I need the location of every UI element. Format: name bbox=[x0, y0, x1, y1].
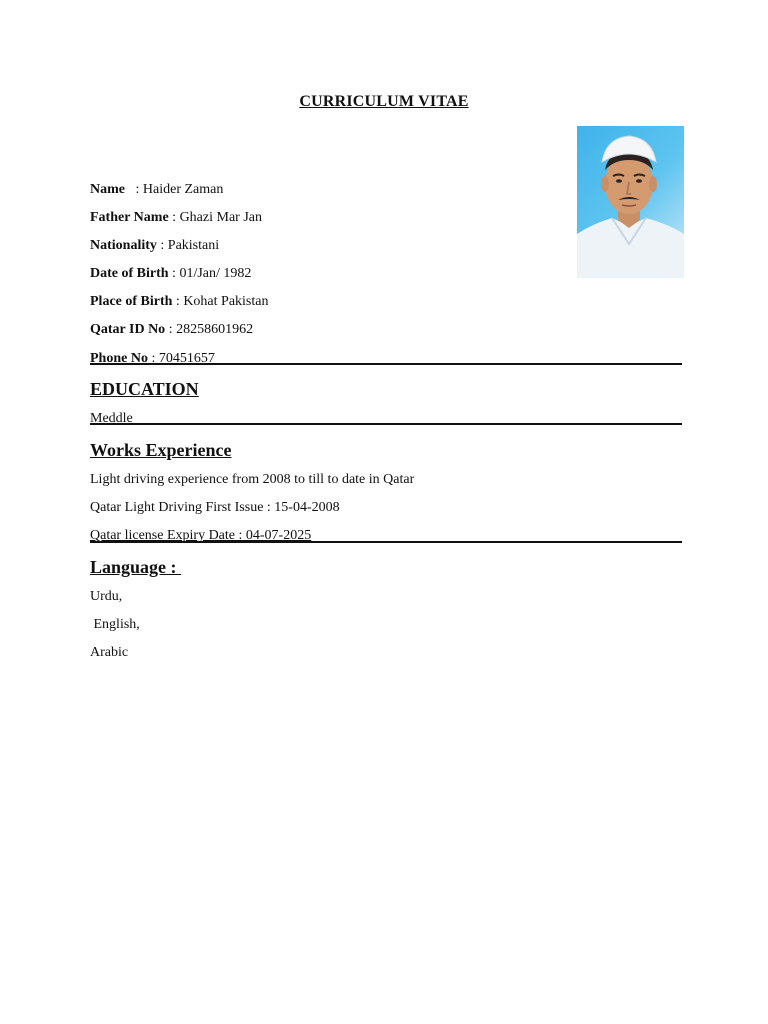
profile-photo-image bbox=[572, 126, 686, 278]
personal-dob-row bbox=[90, 265, 251, 283]
experience-heading: Works Experience bbox=[90, 440, 232, 460]
personal-qatar-id-row bbox=[90, 321, 253, 339]
pob-label: Place of Birth bbox=[90, 294, 173, 309]
father-name-label: Father Name bbox=[90, 210, 169, 225]
education-item: Meddle bbox=[90, 411, 133, 426]
nationality-label: Nationality bbox=[90, 238, 157, 253]
pob-separator: : bbox=[172, 294, 184, 309]
experience-item: Qatar Light Driving First Issue : 15-04-2008 bbox=[90, 500, 340, 515]
personal-pob-row bbox=[90, 293, 268, 311]
language-heading: Language : bbox=[90, 557, 182, 577]
qatar-id-separator: : bbox=[165, 322, 177, 337]
name-label: Name bbox=[90, 182, 125, 197]
language-item: Arabic bbox=[90, 645, 129, 660]
personal-phone-row bbox=[90, 350, 215, 368]
name-value: Haider Zaman bbox=[142, 182, 224, 197]
phone-label: Phone No bbox=[90, 351, 148, 366]
personal-nationality-row bbox=[90, 237, 219, 255]
father-name-separator: : bbox=[168, 210, 180, 225]
dob-label: Date of Birth bbox=[90, 266, 169, 281]
phone-value: 70451657 bbox=[158, 351, 215, 366]
dob-value: 01/Jan/ 1982 bbox=[179, 266, 252, 281]
name-separator: : bbox=[125, 182, 143, 197]
section-divider bbox=[90, 423, 682, 425]
nationality-separator: : bbox=[156, 238, 168, 253]
section-divider bbox=[90, 363, 682, 365]
profile-photo bbox=[572, 126, 686, 278]
document-title: CURRICULUM VITAE bbox=[299, 93, 469, 110]
dob-separator: : bbox=[168, 266, 180, 281]
section-divider bbox=[90, 541, 682, 543]
language-item: English, bbox=[90, 617, 140, 632]
qatar-id-label: Qatar ID No bbox=[90, 322, 166, 337]
experience-item: Qatar license Expiry Date : 04-07-2025 bbox=[90, 528, 312, 543]
pob-value: Kohat Pakistan bbox=[183, 294, 269, 309]
qatar-id-value: 28258601962 bbox=[176, 322, 254, 337]
phone-separator: : bbox=[147, 351, 159, 366]
experience-item: Light driving experience from 2008 to till to date in Qatar bbox=[90, 472, 415, 487]
father-name-value: Ghazi Mar Jan bbox=[179, 210, 262, 225]
nationality-value: Pakistani bbox=[167, 238, 220, 253]
language-item: Urdu, bbox=[90, 589, 123, 604]
education-heading: EDUCATION bbox=[90, 379, 199, 399]
personal-name-row bbox=[90, 181, 223, 199]
personal-father-row bbox=[90, 209, 262, 227]
